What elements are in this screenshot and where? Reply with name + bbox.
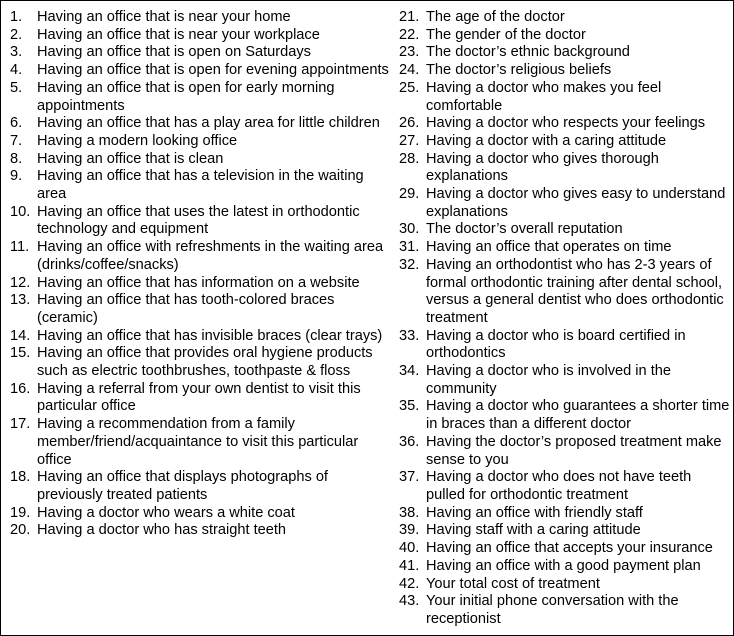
- list-item: [10, 381, 390, 416]
- item-number: 10.: [10, 203, 31, 220]
- item-text: Having a doctor who wears a white coat: [37, 504, 295, 521]
- list-item: [10, 62, 390, 80]
- item-number: 20.: [10, 522, 31, 539]
- list-item: [399, 27, 733, 45]
- item-text: Having a modern looking office: [37, 132, 238, 149]
- list-item: [10, 151, 390, 169]
- item-text: Having a doctor who respects your feelings: [426, 115, 706, 132]
- item-number: 4.: [10, 62, 23, 79]
- item-number: 19.: [10, 504, 31, 521]
- list-item: [10, 204, 390, 239]
- list-item: [10, 27, 390, 45]
- item-number: 11.: [10, 239, 30, 256]
- list-item: [10, 9, 390, 27]
- item-number: 7.: [10, 132, 23, 149]
- list-item: [399, 115, 733, 133]
- list-item: [10, 275, 390, 293]
- item-number: 1.: [10, 9, 23, 25]
- list-item: [10, 505, 390, 523]
- item-number: 41.: [399, 557, 420, 574]
- item-number: 30.: [399, 221, 420, 238]
- list-item: [399, 328, 733, 363]
- item-number: 9.: [10, 168, 23, 185]
- list-item: [399, 540, 733, 558]
- list-item: [10, 328, 390, 346]
- item-number: 40.: [399, 540, 420, 557]
- item-text: Having an office that uses the latest in orthodontic technology and equipment: [37, 203, 360, 238]
- item-number: 25.: [399, 79, 420, 96]
- list-item: [399, 522, 733, 540]
- item-text: Having an office that is near your workplace: [37, 26, 320, 43]
- list-item: [399, 576, 733, 594]
- list-item: [399, 257, 733, 328]
- item-text: Having an office with friendly staff: [426, 504, 643, 521]
- item-text: Having an office that has tooth-colored braces (ceramic): [37, 292, 335, 326]
- list-item: [10, 522, 390, 540]
- list-item: [399, 505, 733, 523]
- item-text: Having an office with a good payment plan: [426, 557, 701, 574]
- item-text: Having an office that is clean: [37, 150, 224, 167]
- list-item: [399, 186, 733, 221]
- list-item: [10, 44, 390, 62]
- item-number: 15.: [10, 345, 31, 362]
- item-text: Having a doctor who has straight teeth: [37, 522, 287, 539]
- item-text: Having an office that has information on a website: [37, 274, 360, 291]
- item-number: 17.: [10, 416, 31, 433]
- item-text: Having a referral from your own dentist to visit this particular office: [37, 380, 361, 415]
- item-text: Having an office that provides oral hygiene products such as electric toothbrushes, toothpaste & floss: [37, 345, 373, 380]
- item-number: 2.: [10, 26, 23, 43]
- item-number: 42.: [399, 575, 420, 592]
- item-number: 5.: [10, 79, 23, 96]
- item-text: The age of the doctor: [426, 9, 565, 25]
- item-number: 8.: [10, 150, 23, 167]
- item-number: 35.: [399, 398, 420, 415]
- item-text: Having an office that is open for early morning appointments: [37, 79, 335, 114]
- item-number: 43.: [399, 593, 420, 610]
- list-item: [399, 9, 733, 27]
- item-text: Having the doctor’s proposed treatment make sense to you: [426, 433, 722, 468]
- item-number: 28.: [399, 150, 420, 167]
- item-number: 36.: [399, 433, 420, 450]
- list-item: [10, 168, 390, 203]
- item-number: 3.: [10, 44, 23, 61]
- item-text: Having an office that is open for evening appointments: [37, 62, 389, 79]
- item-text: Your total cost of treatment: [426, 575, 600, 592]
- item-number: 12.: [10, 274, 31, 291]
- item-text: The doctor’s religious beliefs: [426, 62, 612, 79]
- item-number: 31.: [399, 239, 420, 256]
- item-text: Your initial phone conversation with the receptionist: [426, 593, 679, 627]
- list-item: [399, 62, 733, 80]
- item-number: 27.: [399, 132, 420, 149]
- item-text: Having a doctor who guarantees a shorter time in braces than a different doctor: [426, 398, 730, 433]
- list-item: [10, 115, 390, 133]
- item-number: 24.: [399, 62, 420, 79]
- item-text: Having a recommendation from a family member/friend/acquaintance to visit this particular office: [37, 416, 359, 468]
- item-number: 22.: [399, 26, 420, 43]
- list-item: [10, 469, 390, 504]
- item-number: 26.: [399, 115, 420, 132]
- item-number: 39.: [399, 522, 420, 539]
- item-number: 29.: [399, 186, 420, 203]
- item-text: Having a doctor who does not have teeth pulled for orthodontic treatment: [426, 469, 692, 503]
- item-number: 32.: [399, 256, 420, 273]
- item-number: 37.: [399, 469, 420, 486]
- list-item: [399, 44, 733, 62]
- item-text: Having a doctor with a caring attitude: [426, 132, 667, 149]
- list-item: [399, 239, 733, 257]
- item-text: Having a doctor who is involved in the community: [426, 363, 671, 397]
- item-text: Having an office that accepts your insurance: [426, 540, 713, 557]
- item-number: 34.: [399, 363, 420, 380]
- list-item: [399, 151, 733, 186]
- item-text: Having an office that is near your home: [37, 9, 291, 25]
- item-text: Having an office that has a play area for little children: [37, 115, 380, 132]
- item-number: 38.: [399, 504, 420, 521]
- item-number: 21.: [399, 9, 420, 25]
- item-number: 23.: [399, 44, 420, 61]
- item-text: Having a doctor who is board certified in orthodontics: [426, 327, 686, 362]
- item-number: 13.: [10, 292, 31, 309]
- list-item: [399, 221, 733, 239]
- item-number: 33.: [399, 327, 420, 344]
- list-item: [10, 345, 390, 380]
- item-text: Having an office with refreshments in the waiting area (drinks/coffee/snacks): [37, 239, 384, 273]
- item-text: The doctor’s ethnic background: [426, 44, 630, 61]
- list-item: [10, 133, 390, 151]
- item-text: Having an office that displays photographs of previously treated patients: [37, 469, 328, 503]
- list-item: [399, 469, 733, 504]
- list-item: [399, 558, 733, 576]
- item-text: Having a doctor who gives easy to understand explanations: [426, 186, 726, 220]
- list-item: [10, 239, 390, 274]
- item-number: 14.: [10, 327, 31, 344]
- item-number: 16.: [10, 380, 31, 397]
- item-text: The doctor’s overall reputation: [426, 221, 623, 238]
- list-item: [10, 80, 390, 115]
- item-text: Having an orthodontist who has 2-3 years of formal orthodontic training after dental school, versus a general dentist who does orthodontic treatment: [426, 256, 724, 326]
- list-item: [399, 398, 733, 433]
- list-item: [10, 292, 390, 327]
- item-text: The gender of the doctor: [426, 26, 586, 43]
- right-column: [399, 9, 733, 629]
- item-number: 18.: [10, 469, 31, 486]
- item-text: Having a doctor who makes you feel comfortable: [426, 79, 662, 114]
- list-item: [399, 434, 733, 469]
- item-number: 6.: [10, 115, 23, 132]
- item-text: Having an office that operates on time: [426, 239, 672, 256]
- item-text: Having an office that is open on Saturdays: [37, 44, 311, 61]
- list-item: [399, 80, 733, 115]
- list-item: [399, 133, 733, 151]
- item-text: Having staff with a caring attitude: [426, 522, 641, 539]
- list-item: [399, 363, 733, 398]
- list-item: [10, 416, 390, 469]
- item-text: Having an office that has invisible braces (clear trays): [37, 327, 383, 344]
- left-column: [10, 9, 390, 540]
- item-text: Having an office that has a television in the waiting area: [37, 168, 364, 203]
- list-item: [399, 593, 733, 628]
- item-text: Having a doctor who gives thorough explanations: [426, 150, 659, 185]
